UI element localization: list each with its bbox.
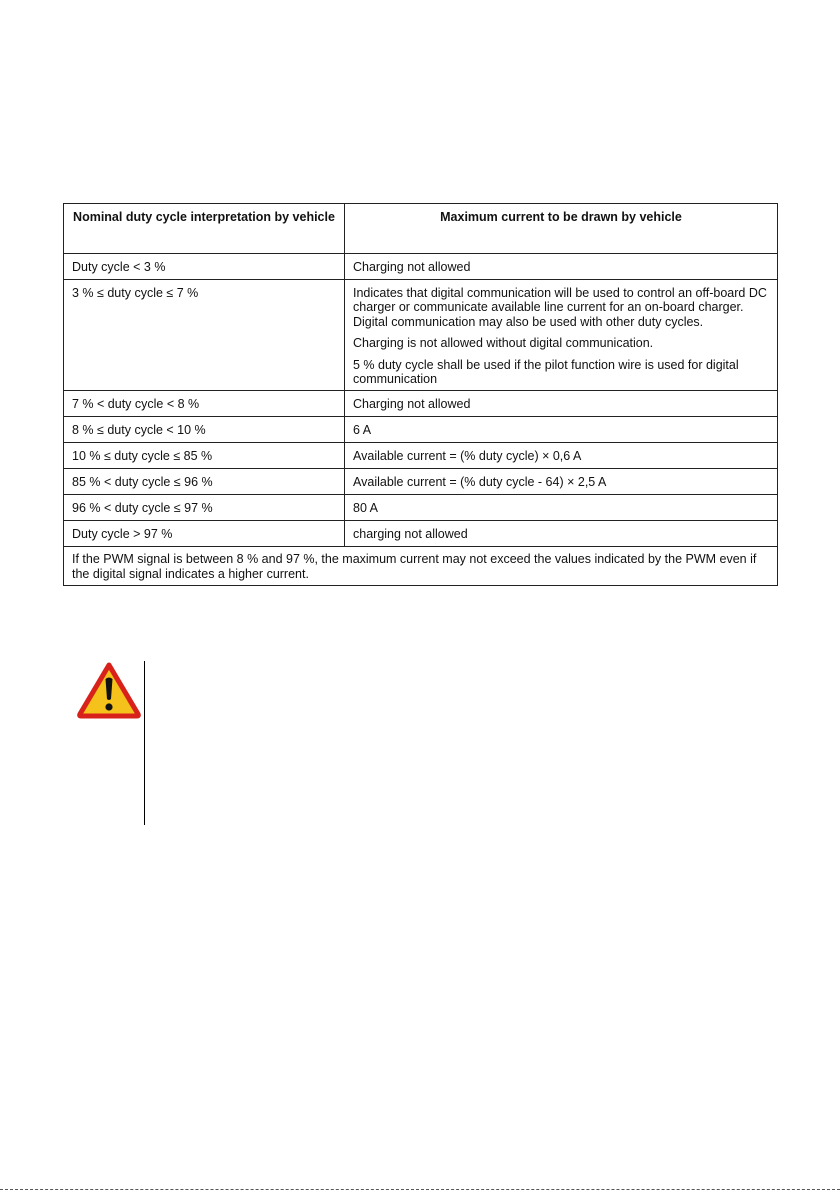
table-note: If the PWM signal is between 8 % and 97 %, the maximum current may not exceed the values indicated by the PWM even if the digital signal indicates a higher current. xyxy=(64,547,778,586)
row-current: Available current = (% duty cycle) × 0,6 A xyxy=(345,443,778,469)
table-row xyxy=(64,495,778,521)
table-header-row xyxy=(64,204,778,254)
warning-divider xyxy=(144,661,145,825)
table-row xyxy=(64,417,778,443)
table-note-row xyxy=(64,547,778,586)
table-row xyxy=(64,443,778,469)
table-row xyxy=(64,469,778,495)
warning-triangle-icon xyxy=(76,661,142,719)
table-row xyxy=(64,254,778,280)
row-condition: 7 % < duty cycle < 8 % xyxy=(64,391,345,417)
row-condition: 10 % ≤ duty cycle ≤ 85 % xyxy=(64,443,345,469)
header-max-current: Maximum current to be drawn by vehicle xyxy=(345,204,778,254)
row-current-paragraph: Charging is not allowed without digital communication. xyxy=(353,336,654,351)
row-condition: Duty cycle < 3 % xyxy=(64,254,345,280)
row-condition: 8 % ≤ duty cycle < 10 % xyxy=(64,417,345,443)
row-current: Charging not allowed xyxy=(345,254,778,280)
table-row xyxy=(64,521,778,547)
page-bottom-rule xyxy=(0,1189,840,1190)
table-row xyxy=(64,391,778,417)
row-condition: 3 % ≤ duty cycle ≤ 7 % xyxy=(64,280,345,391)
row-current: 6 A xyxy=(345,417,778,443)
header-duty-cycle: Nominal duty cycle interpretation by vehicle xyxy=(64,204,345,254)
row-current: Available current = (% duty cycle - 64) × 2,5 A xyxy=(345,469,778,495)
row-condition: 96 % < duty cycle ≤ 97 % xyxy=(64,495,345,521)
row-condition: Duty cycle > 97 % xyxy=(64,521,345,547)
row-current: charging not allowed xyxy=(345,521,778,547)
row-current: Charging not allowed xyxy=(345,391,778,417)
row-current-paragraph: Indicates that digital communication will be used to control an off-board DC charger or communicate available line current for an on-board charger. Digital communication may also be used with other duty cycles. xyxy=(353,286,767,329)
row-condition: 85 % < duty cycle ≤ 96 % xyxy=(64,469,345,495)
duty-cycle-table xyxy=(63,203,778,586)
row-current: 80 A xyxy=(345,495,778,521)
row-current xyxy=(345,280,778,391)
row-current-paragraph: 5 % duty cycle shall be used if the pilot function wire is used for digital communication xyxy=(353,357,739,386)
table-row xyxy=(64,280,778,391)
